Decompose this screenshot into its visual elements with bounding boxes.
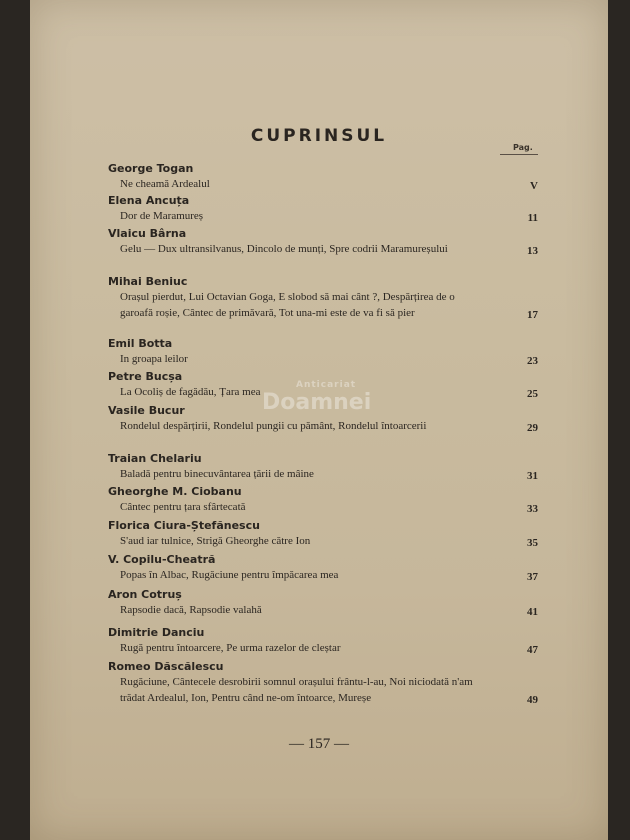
book-page xyxy=(30,0,608,840)
page-number: 13 xyxy=(527,245,538,257)
works-list: In groapa leilor xyxy=(120,353,188,365)
works-list: La Ocoliș de fagădău, Țara mea xyxy=(120,386,261,398)
works-list: Rapsodie dacă, Rapsodie valahă xyxy=(120,604,262,616)
watermark-top-text: Anticariat xyxy=(296,380,357,390)
author-name: George Togan xyxy=(108,162,194,175)
author-name: Petre Bucșa xyxy=(108,370,183,383)
author-name: Elena Ancuța xyxy=(108,194,190,207)
page-number: 49 xyxy=(527,694,538,706)
page-number: V xyxy=(530,180,538,192)
works-list: Rugăciune, Cântecele desrobirii somnul orașului frântu-l-au, Noi niciodată n'am trădat Ardealul, Ion, Pentru când ne-om întoarce, Mureșe xyxy=(120,676,473,704)
author-name: Mihai Beniuc xyxy=(108,275,188,288)
toc-entry xyxy=(108,404,538,434)
works-list: Orașul pierdut, Lui Octavian Goga, E slobod să mai cânt ?, Despărțirea de o garoafă roșie, Cântec de primăvară, Tot una-mi este de va fi să pier xyxy=(120,291,455,319)
works-list: Gelu — Dux ultransilvanus, Dincolo de munți, Spre codrii Maramureșului xyxy=(120,243,448,255)
page-number: 11 xyxy=(527,212,538,224)
author-name: Vlaicu Bârna xyxy=(108,227,187,240)
works-list: S'aud iar tulnice, Strigă Gheorghe către Ion xyxy=(120,535,311,547)
page-column-label: Pag. xyxy=(513,143,533,152)
author-name: Florica Ciura-Ștefănescu xyxy=(108,519,260,532)
author-name: Aron Cotruș xyxy=(108,588,182,601)
works-list: Dor de Maramureș xyxy=(120,210,204,222)
author-name: Dimitrie Danciu xyxy=(108,626,205,639)
toc-entry xyxy=(108,626,538,656)
watermark-main-text: Doamnei xyxy=(262,390,372,415)
toc-entry xyxy=(108,660,538,706)
page-number: 29 xyxy=(527,422,538,434)
page-number: 25 xyxy=(527,388,538,400)
toc-entry xyxy=(108,452,538,482)
toc-entry xyxy=(108,194,538,224)
page-number: 33 xyxy=(527,503,538,515)
works-list: Cântec pentru țara sfârtecată xyxy=(120,501,246,513)
works-list: Popas în Albac, Rugăciune pentru împăcarea mea xyxy=(120,569,339,581)
page-number: 31 xyxy=(527,470,538,482)
toc-entry xyxy=(108,370,538,400)
toc-entry xyxy=(108,485,538,515)
author-name: Romeo Dăscălescu xyxy=(108,660,224,673)
page-folio: — 157 — xyxy=(289,736,349,752)
works-list: Ne cheamă Ardealul xyxy=(120,178,210,190)
page-number: 41 xyxy=(527,606,538,618)
page-number: 47 xyxy=(527,644,538,656)
works-list: Rugă pentru întoarcere, Pe urma razelor de cleștar xyxy=(120,642,341,654)
page-number: 35 xyxy=(527,537,538,549)
author-name: Vasile Bucur xyxy=(108,404,185,417)
author-name: Gheorghe M. Ciobanu xyxy=(108,485,242,498)
table-of-contents xyxy=(30,0,608,840)
toc-entry xyxy=(108,162,538,192)
author-name: Emil Botta xyxy=(108,337,173,350)
toc-entry xyxy=(108,275,538,321)
toc-entry xyxy=(108,337,538,367)
works-list: Baladă pentru binecuvântarea țării de mâine xyxy=(120,468,314,480)
author-name: V. Copilu-Cheatră xyxy=(108,553,216,566)
author-name: Traian Chelariu xyxy=(108,452,202,465)
toc-entry xyxy=(108,588,538,618)
page-number: 17 xyxy=(527,309,538,321)
toc-entry xyxy=(108,519,538,549)
works-list: Rondelul despărțirii, Rondelul pungii cu pământ, Rondelul întoarcerii xyxy=(120,420,427,432)
page-number: 37 xyxy=(527,571,538,583)
page-title: CUPRINSUL xyxy=(250,126,388,146)
toc-entry xyxy=(108,553,538,583)
page-number: 23 xyxy=(527,355,538,367)
toc-entry xyxy=(108,227,538,257)
